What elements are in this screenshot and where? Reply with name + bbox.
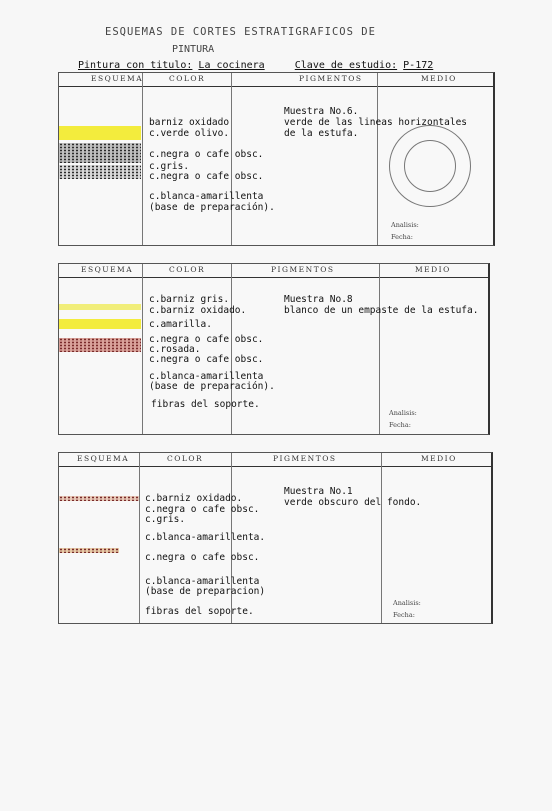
layer-label: c.rosada.: [149, 344, 201, 355]
painting-title: La cocinera: [198, 60, 265, 71]
col-color: COLOR: [167, 454, 204, 463]
layer-label: (base de preparación).: [149, 202, 275, 213]
layer-label: fibras del soporte.: [151, 399, 260, 410]
seal-stamp-inner: [404, 140, 456, 192]
layer-swatch: [59, 126, 141, 140]
layer-swatch: [59, 165, 141, 179]
layer-swatch: [59, 319, 141, 329]
sample-label: Muestra No.6.: [284, 106, 359, 117]
table-header: [59, 264, 488, 278]
sample-description: blanco de un empaste de la estufa.: [284, 305, 479, 316]
layer-label: c.negra o cafe obsc.: [145, 504, 260, 515]
layer-swatch: [59, 496, 139, 501]
layer-label: c.negra o cafe obsc.: [149, 149, 264, 160]
date-label: Fecha:: [391, 233, 413, 241]
layer-label: c.amarilla.: [149, 319, 212, 330]
layer-label: c.barniz oxidado.: [145, 493, 243, 504]
layer-swatch: [59, 304, 141, 310]
sample-description: verde de las lineas horizontales: [284, 117, 468, 128]
sample-label: Muestra No.8: [284, 294, 353, 305]
col-esquema: ESQUEMA: [81, 265, 134, 274]
study-key-value: P-172: [403, 60, 434, 71]
study-line: [78, 60, 433, 71]
document-subtitle: PINTURA: [172, 44, 215, 55]
layer-swatch: [59, 143, 141, 163]
layer-label: c.blanca-amarillenta: [149, 191, 264, 202]
date-label: Fecha:: [393, 611, 415, 619]
analysis-label: Analisis:: [389, 409, 417, 417]
layer-swatch: [59, 338, 141, 352]
col-pigmentos: PIGMENTOS: [299, 74, 363, 83]
sample-label: Muestra No.1: [284, 486, 353, 497]
col-medio: MEDIO: [421, 454, 457, 463]
layer-label: c.gris.: [149, 161, 190, 172]
col-pigmentos: PIGMENTOS: [273, 454, 337, 463]
layer-label: c.barniz oxidado.: [149, 305, 247, 316]
table-header: [59, 453, 491, 467]
sample-description: de la estufa.: [284, 128, 359, 139]
col-color: COLOR: [169, 265, 206, 274]
layer-label: c.negra o cafe obsc.: [149, 171, 264, 182]
layer-label: c.negra o cafe obsc.: [149, 354, 264, 365]
col-medio: MEDIO: [421, 74, 457, 83]
document-title: ESQUEMAS DE CORTES ESTRATIGRAFICOS DE: [105, 26, 376, 38]
layer-label: (base de preparación).: [149, 381, 275, 392]
stratigraphy-table-3: [58, 452, 493, 624]
date-label: Fecha:: [389, 421, 411, 429]
layer-label: c.negra o cafe obsc.: [145, 552, 260, 563]
sample-description: verde obscuro del fondo.: [284, 497, 422, 508]
col-esquema: ESQUEMA: [77, 454, 130, 463]
col-esquema: ESQUEMA: [91, 74, 144, 83]
stratigraphy-table-2: [58, 263, 490, 435]
table-header: [59, 73, 493, 87]
layer-label: c.blanca-amarillenta: [145, 576, 260, 587]
layer-label: c.gris.: [145, 514, 186, 525]
layer-label: c.barniz gris.: [149, 294, 230, 305]
col-color: COLOR: [169, 74, 206, 83]
col-pigmentos: PIGMENTOS: [271, 265, 335, 274]
stratigraphy-table-1: [58, 72, 495, 246]
layer-label: c.blanca-amarillenta: [149, 371, 264, 382]
layer-label: c.negra o cafe obsc.: [149, 334, 264, 345]
painting-label: Pintura con titulo:: [78, 60, 193, 71]
col-medio: MEDIO: [415, 265, 451, 274]
layer-label: c.blanca-amarillenta.: [145, 532, 266, 543]
layer-swatch: [59, 548, 119, 553]
analysis-label: Analisis:: [393, 599, 421, 607]
analysis-label: Analisis:: [391, 221, 419, 229]
layer-label: c.verde olivo.: [149, 128, 230, 139]
layer-label: (base de preparacion): [145, 586, 266, 597]
layer-label: fibras del soporte.: [145, 606, 254, 617]
study-key-label: Clave de estudio:: [294, 60, 398, 71]
layer-label: barniz oxidado: [149, 117, 230, 128]
